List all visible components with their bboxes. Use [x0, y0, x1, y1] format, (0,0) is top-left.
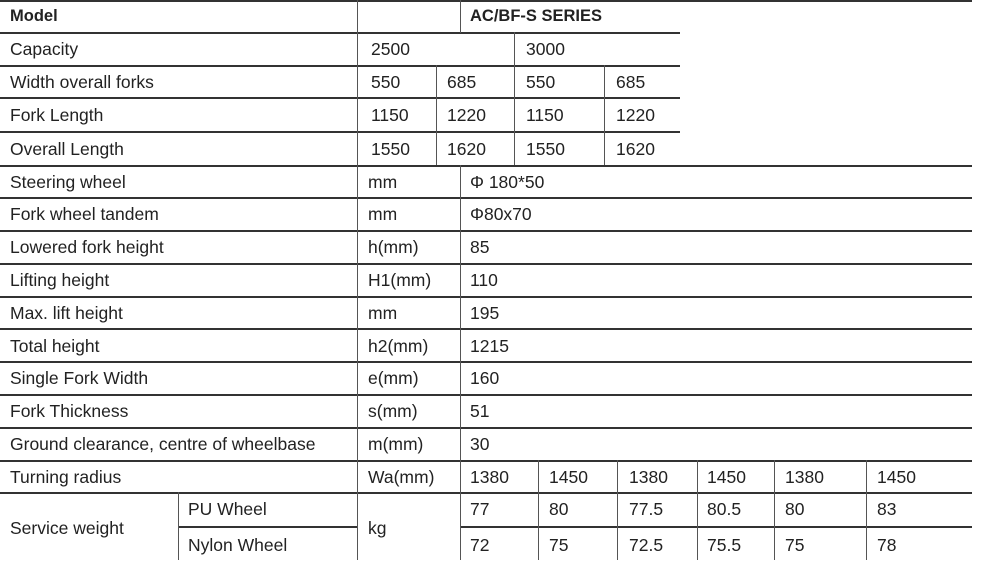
spec-label: Total height [10, 336, 100, 356]
col-divider [774, 460, 775, 560]
nylon-wheel-label: Nylon Wheel [188, 535, 288, 555]
row-divider [0, 492, 972, 494]
row-divider [0, 361, 972, 363]
row-divider [0, 230, 972, 232]
spec-label: Max. lift height [10, 303, 123, 323]
model-label: Model [10, 7, 58, 25]
spec-label: Lowered fork height [10, 237, 164, 257]
series-title: AC/BF-S SERIES [470, 7, 603, 25]
service-weight-label: Service weight [10, 518, 124, 538]
spec-value: 51 [470, 401, 490, 421]
row-divider [0, 263, 972, 265]
turning-radius-value: 1380 [785, 467, 824, 487]
row-divider [0, 197, 972, 199]
width-forks-value: 685 [616, 72, 646, 92]
turning-radius-label: Turning radius [10, 467, 122, 487]
spec-label: Fork Thickness [10, 401, 129, 421]
turning-radius-unit: Wa(mm) [368, 467, 435, 487]
row-divider [0, 0, 972, 2]
width-forks-value: 685 [447, 72, 477, 92]
spec-label: Fork wheel tandem [10, 204, 159, 224]
fork-length-value: 1220 [616, 105, 655, 125]
row-divider [460, 526, 972, 528]
spec-label: Lifting height [10, 270, 110, 290]
fork-length-value: 1220 [447, 105, 486, 125]
col-divider [604, 65, 605, 165]
spec-value: Φ80x70 [470, 204, 532, 224]
spec-unit: mm [368, 303, 398, 323]
fork-length-value: 1150 [526, 105, 564, 125]
pu-weight-value: 80.5 [707, 499, 742, 519]
overall-length-label: Overall Length [10, 139, 124, 159]
width-forks-value: 550 [526, 72, 556, 92]
spec-unit: m(mm) [368, 434, 424, 454]
row-divider [0, 32, 680, 34]
nylon-weight-value: 78 [877, 535, 897, 555]
col-divider [460, 0, 461, 33]
row-divider [0, 296, 972, 298]
nylon-weight-value: 75 [549, 535, 569, 555]
spec-value: 85 [470, 237, 490, 257]
capacity-label: Capacity [10, 39, 79, 59]
capacity-value: 2500 [371, 39, 410, 59]
overall-length-value: 1550 [371, 139, 410, 159]
pu-weight-value: 77.5 [629, 499, 664, 519]
spec-unit: H1(mm) [368, 270, 432, 290]
spec-value: 160 [470, 368, 500, 388]
pu-weight-value: 80 [785, 499, 805, 519]
pu-wheel-label: PU Wheel [188, 499, 267, 519]
service-weight-unit: kg [368, 518, 387, 538]
nylon-weight-value: 72 [470, 535, 490, 555]
overall-length-value: 1550 [526, 139, 565, 159]
row-divider [0, 394, 972, 396]
spec-unit: s(mm) [368, 401, 418, 421]
col-divider [178, 492, 179, 560]
pu-weight-value: 77 [470, 499, 490, 519]
col-divider [460, 165, 461, 560]
spec-unit: mm [368, 172, 398, 192]
turning-radius-value: 1450 [707, 467, 746, 487]
turning-radius-value: 1380 [629, 467, 668, 487]
nylon-weight-value: 72.5 [629, 535, 664, 555]
turning-radius-value: 1380 [470, 467, 509, 487]
turning-radius-value: 1450 [549, 467, 588, 487]
pu-weight-value: 80 [549, 499, 569, 519]
nylon-weight-value: 75.5 [707, 535, 742, 555]
spec-value: 1215 [470, 336, 509, 356]
capacity-value: 3000 [526, 39, 565, 59]
spec-unit: h(mm) [368, 237, 419, 257]
spec-label: Steering wheel [10, 172, 126, 192]
width-forks-label: Width overall forks [10, 72, 154, 92]
row-divider [0, 131, 680, 133]
row-divider [0, 328, 972, 330]
spec-unit: mm [368, 204, 398, 224]
spec-value: 110 [470, 270, 498, 290]
fork-length-value: 1150 [371, 105, 409, 125]
col-divider [514, 32, 515, 165]
row-divider [0, 165, 972, 167]
col-divider [436, 65, 437, 165]
col-divider [357, 0, 358, 560]
row-divider [0, 97, 680, 99]
row-divider [0, 65, 680, 67]
turning-radius-value: 1450 [877, 467, 916, 487]
overall-length-value: 1620 [616, 139, 655, 159]
spec-unit: e(mm) [368, 368, 419, 388]
spec-unit: h2(mm) [368, 336, 429, 356]
row-divider [178, 526, 358, 528]
width-forks-value: 550 [371, 72, 401, 92]
overall-length-value: 1620 [447, 139, 486, 159]
pu-weight-value: 83 [877, 499, 897, 519]
fork-length-label: Fork Length [10, 105, 104, 125]
row-divider [0, 427, 972, 429]
spec-value: Φ 180*50 [470, 172, 545, 192]
col-divider [866, 460, 867, 560]
col-divider [538, 460, 539, 560]
nylon-weight-value: 75 [785, 535, 805, 555]
spec-value: 30 [470, 434, 490, 454]
spec-value: 195 [470, 303, 500, 323]
col-divider [697, 460, 698, 560]
row-divider [0, 460, 972, 462]
spec-label: Ground clearance, centre of wheelbase [10, 434, 316, 454]
spec-label: Single Fork Width [10, 368, 149, 388]
col-divider [617, 460, 618, 560]
